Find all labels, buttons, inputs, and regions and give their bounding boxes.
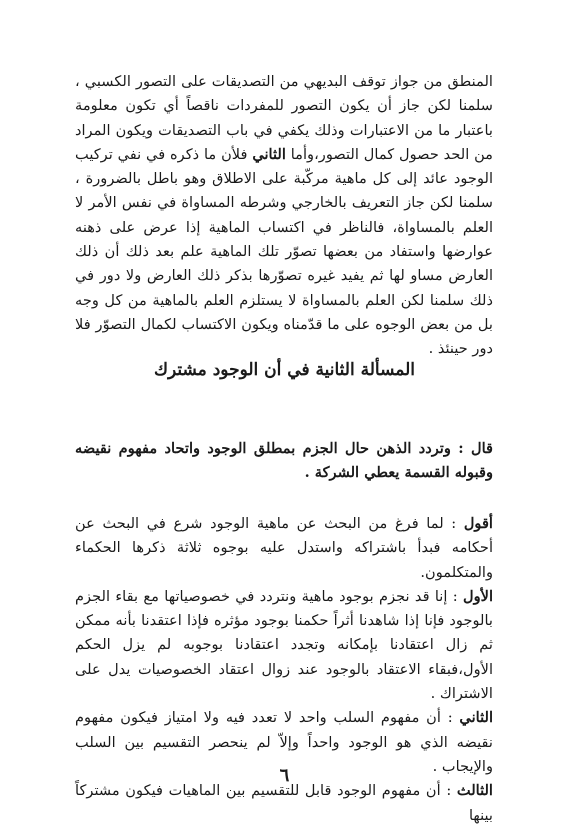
- paragraph-continuation: [75, 70, 493, 362]
- commentary-label: أقول: [463, 515, 493, 532]
- paragraph-text: : لما فرغ من البحث عن ماهية الوجود شرع في البحث عن أحكامه فبدأ باشتراكه واستدل عليه بوجوه ثلاثة ذكرها الحكماء والمتكلمون.: [75, 515, 493, 581]
- paragraph-text: : إنا قد نجزم بوجود ماهية ونتردد في خصوصياتها مع بقاء الجزم بالوجود فإنا إذا شاهدنا أثراً حكمنا بوجود مؤثره فإذا اعتقدنا بأنه ممكن ثم زال اعتقادنا بإمكانه وتجدد اعتقادنا بوجوبه لم يزل الحكم الأول،فبقاء الاعتقاد بالوجود عند زوال اعتقاد الخصوصيات يدل على الاشتراك .: [75, 587, 493, 703]
- point-label-second: الثاني: [459, 709, 493, 727]
- point-label-second: الثاني: [252, 145, 286, 163]
- paragraph-text: : أن مفهوم الوجود قابل للتقسيم بين الماهيات فيكون مشتركاً بينها: [75, 782, 493, 824]
- paragraph-text: : أن مفهوم السلب واحد لا تعدد فيه ولا امتياز فيكون مفهوم نقيضه الذي هو الوجود واحداً وإلاّ لم ينحصر التقسيم بين السلب والإيجاب .: [75, 709, 493, 775]
- point-label-third: الثالث: [456, 782, 493, 800]
- point-label-first: الأول: [462, 587, 493, 605]
- section-heading: المسألة الثانية في أن الوجود مشترك: [154, 360, 415, 380]
- paragraph-text: المنطق من جواز توقف البديهي من التصديقات على التصور الكسبي ، سلمنا لكن جاز أن يكون التصور للمفردات ناقصاً أي تكون معلومة باعتبار ما من الاعتبارات وذلك يكفي في باب التصديقات ويكون المراد من الحد حصول كمال التصور،وأما: [75, 73, 494, 163]
- paragraph-text: فلأن ما ذكره في نفي تركيب الوجود عائد إلى كل ماهية مركّبة على الاطلاق وهو باطل بالضرورة ، سلمنا لكن جاز التعريف بالخارجي وشرطه المساواة في نفس الأمر لا العلم بالمساواة، فالناظر في اكتساب الماهية إذا عرض على ذهنه عوارضها واستفاد من بعضها تصوّر تلك الماهية علم بعد ذلك أن ذلك العارض مساو لها ثم يفيد غيره تصوّرها بذكر ذلك العارض ولا دور في ذلك سلمنا لكن العلم بالمساواة لا يستلزم العلم بالماهية من كل وجه بل من بعض الوجوه على ما قدّمناه ويكون الاكتساب لكمال التصوّر فلا دور حينئذ .: [75, 145, 493, 358]
- page-number: ٦: [279, 765, 290, 786]
- quoted-statement: قال : وتردد الذهن حال الجزم بمطلق الوجود واتحاد مفهوم نقيضه وقبوله القسمة يعطي الشركة .: [75, 440, 493, 482]
